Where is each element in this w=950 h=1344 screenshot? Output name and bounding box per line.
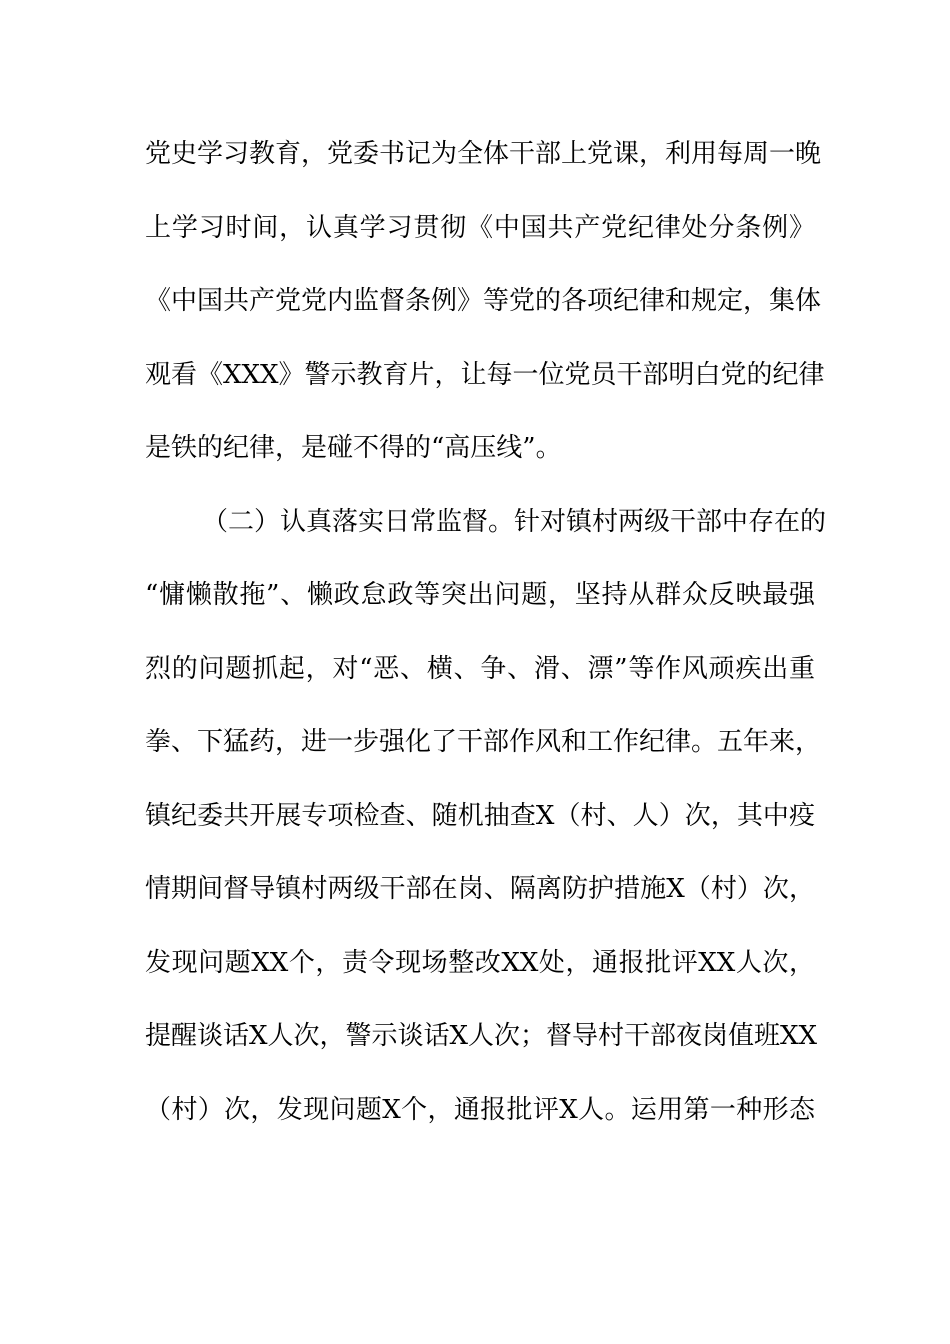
text-line: 情期间督导镇村两级干部在岗、隔离防护措施X（村）次， xyxy=(145,874,815,904)
text-line: （村）次，发现问题X个，通报批评X人。运用第一种形态 xyxy=(145,1094,815,1125)
body-text xyxy=(145,128,827,1157)
text-line: 拳、下猛药，进一步强化了干部作风和工作纪律。五年来， xyxy=(145,727,822,757)
text-line: “慵懒散拖”、懒政怠政等突出问题，坚持从群众反映最强 xyxy=(145,580,815,610)
section-heading-line: （二）认真落实日常监督。针对镇村两级干部中存在的 xyxy=(202,506,827,537)
text-line: 烈的问题抓起，对“恶、横、争、滑、漂”等作风顽疾出重 xyxy=(145,653,815,684)
text-line: 党史学习教育，党委书记为全体干部上党课，利用每周一晚 xyxy=(145,139,822,169)
text-line: 上学习时间，认真学习贯彻《中国共产党纪律处分条例》 xyxy=(145,212,815,243)
text-line: 是铁的纪律，是碰不得的“高压线”。 xyxy=(145,433,562,463)
text-line: 提醒谈话X人次，警示谈话X人次；督导村干部夜岗值班XX xyxy=(145,1021,818,1051)
text-line: 《中国共产党党内监督条例》等党的各项纪律和规定，集体 xyxy=(145,286,822,316)
text-line: 镇纪委共开展专项检查、随机抽查X（村、人）次，其中疫 xyxy=(145,800,815,831)
text-line: 观看《XXX》警示教育片，让每一位党员干部明白党的纪律 xyxy=(145,359,825,390)
text-line: 发现问题XX个，责令现场整改XX处，通报批评XX人次， xyxy=(145,947,815,978)
